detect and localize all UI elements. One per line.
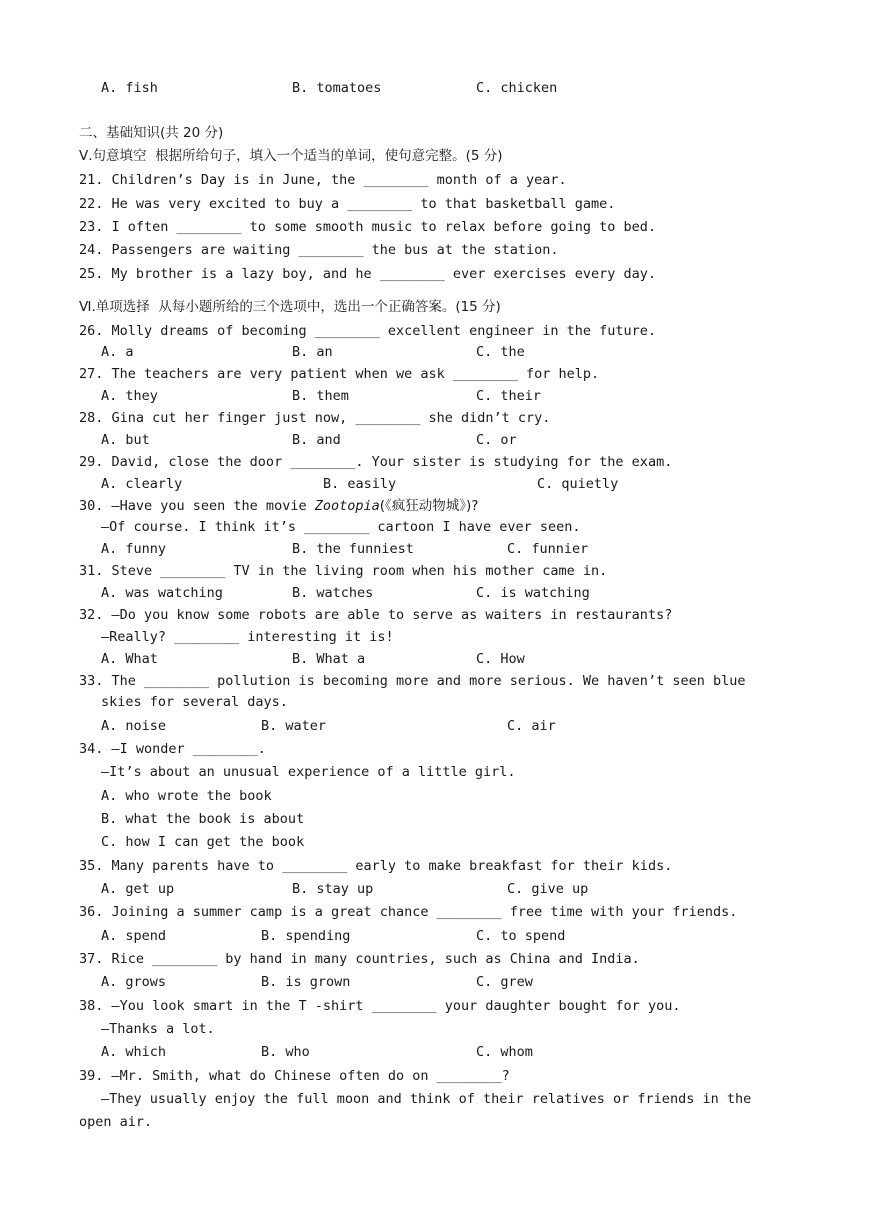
q30-option-a: A. funny: [101, 541, 167, 557]
question-39-reply: —They usually enjoy the full moon and think of their relatives or friends in the: [101, 1091, 752, 1107]
q37-option-a: A. grows: [101, 974, 167, 990]
question-32-reply: —Really? ________ interesting it is!: [101, 629, 394, 645]
q32-option-c: C. How: [476, 651, 525, 667]
q36-option-b: B. spending: [261, 928, 351, 944]
q36-option-c: C. to spend: [476, 928, 566, 944]
q35-option-b: B. stay up: [292, 881, 374, 897]
q34-option-c: C. how I can get the book: [101, 834, 305, 850]
q30-stem-pre: 30. —Have you seen the movie: [79, 498, 315, 514]
q30-option-b: B. the funniest: [292, 541, 414, 557]
question-33-cont: skies for several days.: [101, 694, 288, 710]
question-25: 25. My brother is a lazy boy, and he ________ ever exercises every day.: [79, 266, 657, 282]
q30-movie-title: Zootopia: [314, 498, 380, 514]
question-23: 23. I often ________ to some smooth music to relax before going to bed.: [79, 219, 657, 235]
q38-option-c: C. whom: [476, 1044, 533, 1060]
question-28: 28. Gina cut her finger just now, ________ she didn’t cry.: [79, 410, 551, 426]
q34-option-a: A. who wrote the book: [101, 788, 272, 804]
question-21: 21. Children’s Day is in June, the ________ month of a year.: [79, 172, 567, 188]
q26-option-c: C. the: [476, 344, 525, 360]
question-32: 32. —Do you know some robots are able to serve as waiters in restaurants?: [79, 607, 673, 623]
q38-option-a: A. which: [101, 1044, 167, 1060]
option-a: A. fish: [101, 80, 158, 96]
q31-option-a: A. was watching: [101, 585, 223, 601]
option-b: B. tomatoes: [292, 80, 382, 96]
question-39-reply-cont: open air.: [79, 1114, 153, 1130]
q36-option-a: A. spend: [101, 928, 167, 944]
q33-option-c: C. air: [507, 718, 556, 734]
part6-title: Ⅵ.单项选择 从每小题所给的三个选项中，选出一个正确答案。(15 分): [79, 299, 501, 315]
q30-option-c: C. funnier: [507, 541, 589, 557]
question-37: 37. Rice ________ by hand in many countries, such as China and India.: [79, 951, 640, 967]
section-title: 二、基础知识(共 20 分): [79, 125, 224, 141]
q34-option-b: B. what the book is about: [101, 811, 305, 827]
question-34: 34. —I wonder ________.: [79, 741, 266, 757]
q37-option-b: B. is grown: [261, 974, 351, 990]
q31-option-c: C. is watching: [476, 585, 590, 601]
question-27: 27. The teachers are very patient when we ask ________ for help.: [79, 366, 600, 382]
q29-option-c: C. quietly: [537, 476, 619, 492]
q30-stem-post: (《疯狂动物城》)?: [379, 498, 479, 514]
question-38-reply: —Thanks a lot.: [101, 1021, 215, 1037]
q28-option-a: A. but: [101, 432, 150, 448]
question-29: 29. David, close the door ________. Your sister is studying for the exam.: [79, 454, 673, 470]
q28-option-b: B. and: [292, 432, 341, 448]
q32-option-a: A. What: [101, 651, 158, 667]
q35-option-c: C. give up: [507, 881, 589, 897]
q27-option-a: A. they: [101, 388, 158, 404]
question-38: 38. —You look smart in the T -shirt ________ your daughter bought for you.: [79, 998, 681, 1014]
question-34-reply: —It’s about an unusual experience of a little girl.: [101, 764, 516, 780]
part5-title: Ⅴ.句意填空 根据所给句子，填入一个适当的单词，使句意完整。(5 分): [79, 148, 503, 164]
q32-option-b: B. What a: [292, 651, 366, 667]
q29-option-a: A. clearly: [101, 476, 183, 492]
q35-option-a: A. get up: [101, 881, 175, 897]
question-24: 24. Passengers are waiting ________ the bus at the station.: [79, 242, 559, 258]
question-30-reply: —Of course. I think it’s ________ cartoon I have ever seen.: [101, 519, 581, 535]
q38-option-b: B. who: [261, 1044, 310, 1060]
q31-option-b: B. watches: [292, 585, 374, 601]
q33-option-b: B. water: [261, 718, 327, 734]
q26-option-a: A. a: [101, 344, 134, 360]
question-31: 31. Steve ________ TV in the living room when his mother came in.: [79, 563, 608, 579]
option-c: C. chicken: [476, 80, 558, 96]
q27-option-b: B. them: [292, 388, 349, 404]
question-22: 22. He was very excited to buy a ________ to that basketball game.: [79, 196, 616, 212]
question-39: 39. —Mr. Smith, what do Chinese often do on ________?: [79, 1068, 510, 1084]
question-33: 33. The ________ pollution is becoming more and more serious. We haven’t seen blue: [79, 673, 746, 689]
q27-option-c: C. their: [476, 388, 542, 404]
question-35: 35. Many parents have to ________ early to make breakfast for their kids.: [79, 858, 673, 874]
question-30: [79, 498, 478, 514]
q37-option-c: C. grew: [476, 974, 533, 990]
q26-option-b: B. an: [292, 344, 333, 360]
q29-option-b: B. easily: [323, 476, 397, 492]
q28-option-c: C. or: [476, 432, 517, 448]
question-36: 36. Joining a summer camp is a great chance ________ free time with your friends.: [79, 904, 738, 920]
question-26: 26. Molly dreams of becoming ________ excellent engineer in the future.: [79, 323, 657, 339]
q33-option-a: A. noise: [101, 718, 167, 734]
